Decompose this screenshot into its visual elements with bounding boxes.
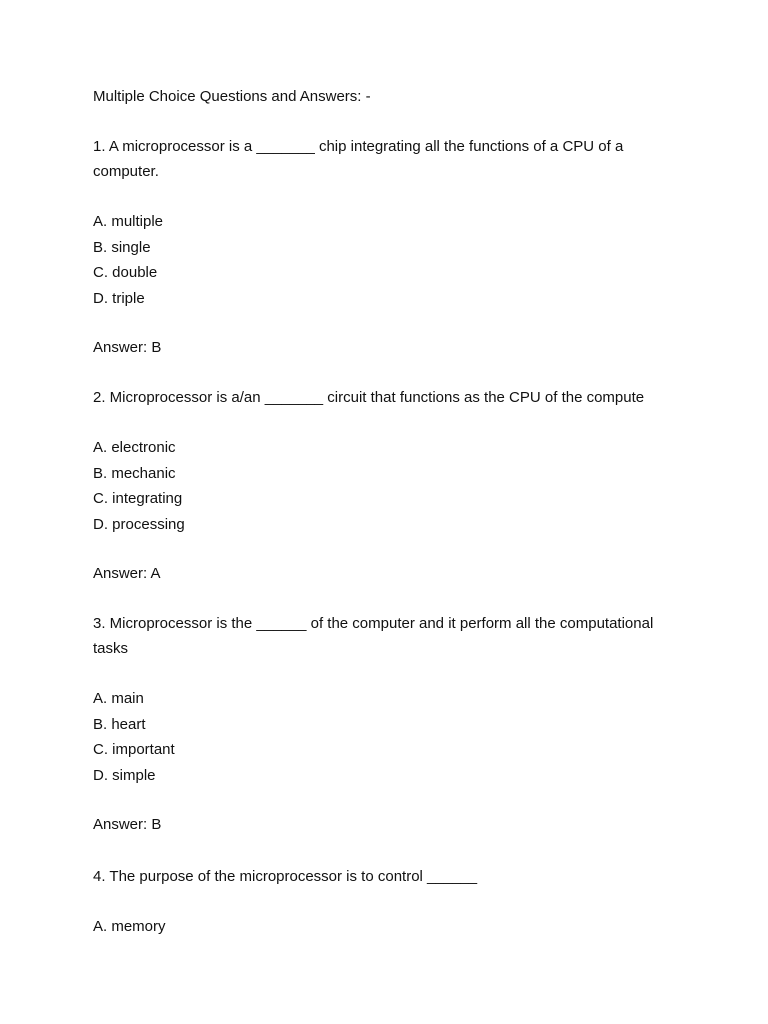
question-text: 4. The purpose of the microprocessor is to control ______ [93,868,478,885]
option-list [93,686,683,788]
option-c: C. integrating [93,490,183,507]
answer-line: Answer: B [93,339,162,356]
option-b: B. heart [93,715,146,733]
option-list [93,435,683,537]
option-a: A. electronic [93,439,176,456]
document-heading: Multiple Choice Questions and Answers: - [93,88,371,105]
option-c: C. double [93,264,158,281]
option-b: B. single [93,238,151,256]
question-4 [93,864,683,940]
question-3 [93,611,683,837]
option-d: D. simple [93,766,156,784]
question-1 [93,134,683,360]
question-text: 1. A microprocessor is a _______ chip integrating all the functions of a CPU of a computer. [93,138,624,180]
option-d: D. triple [93,289,145,307]
option-list [93,209,683,311]
option-list [93,914,683,940]
option-c: C. important [93,741,175,758]
option-d: D. processing [93,515,185,533]
question-text: 3. Microprocessor is the ______ of the computer and it perform all the computational tasks [93,615,654,657]
option-a: A. main [93,690,144,707]
question-text: 2. Microprocessor is a/an _______ circuit that functions as the CPU of the compute [93,389,645,406]
question-2 [93,385,683,586]
option-b: B. mechanic [93,464,176,482]
option-a: A. memory [93,918,166,935]
option-a: A. multiple [93,213,164,230]
answer-line: Answer: A [93,565,161,582]
answer-line: Answer: B [93,816,162,833]
